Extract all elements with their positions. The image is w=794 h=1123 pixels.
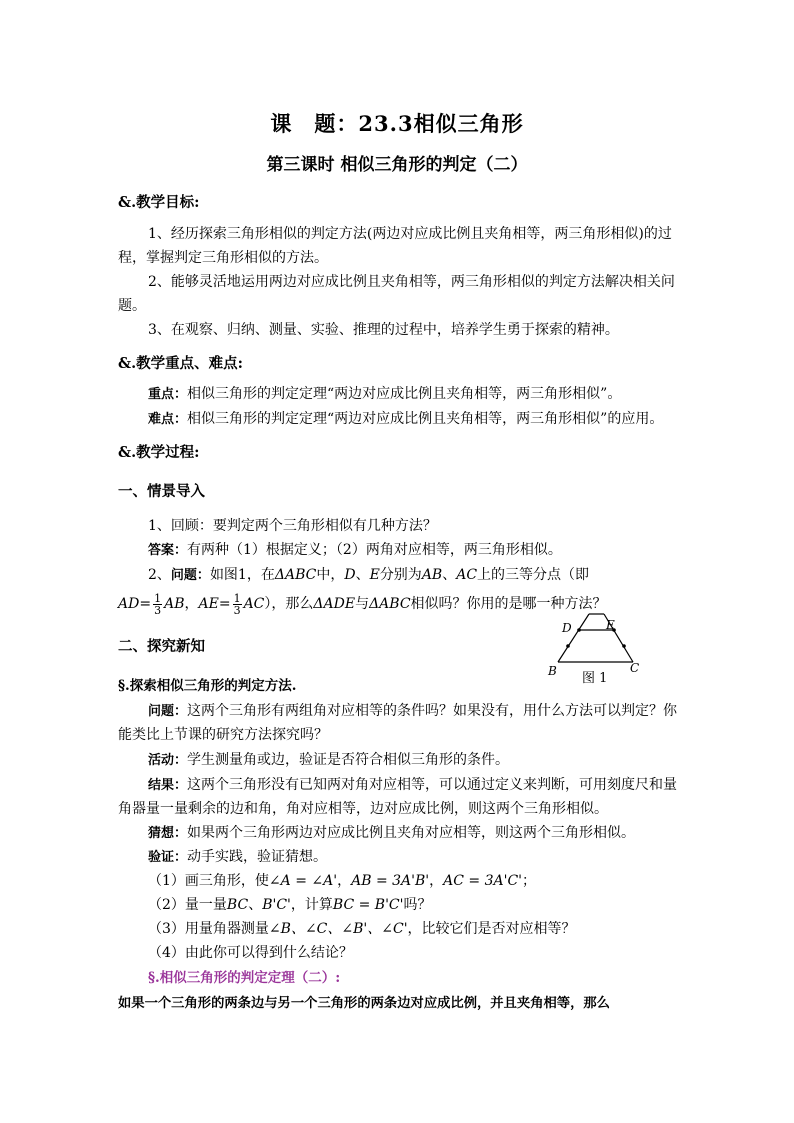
goal-2-line-b: 题。	[118, 298, 146, 314]
eq2-sign: =	[218, 596, 231, 612]
q2-text-d: 上的三等分点（即	[477, 567, 590, 583]
goal-3-line: 3、在观察、归纳、测量、实验、推理的过程中，培养学生勇于探索的精神。	[148, 322, 619, 338]
guess-line	[148, 823, 678, 844]
step-2-sep: 、	[248, 897, 263, 913]
result-line-a	[148, 775, 678, 796]
verify-line	[148, 847, 678, 868]
eq1-sign: =	[139, 596, 152, 612]
activity-line	[148, 750, 678, 771]
activity-label: 活动：	[148, 753, 188, 768]
result-label: 结果：	[148, 778, 188, 793]
step-2-math-3: BC = B'C'	[332, 897, 404, 913]
explore-heading: §.探索相似三角形的判定方法.	[118, 678, 297, 694]
step-1-math-3: AC = 3A'C'	[443, 873, 523, 889]
fraction-denominator: 3	[154, 603, 162, 617]
step-3-math: ∠B、∠C、∠B'、∠C'	[268, 921, 408, 937]
step-2-end: 吗？	[403, 897, 432, 913]
step-2	[148, 895, 678, 915]
step-2-math-2: B'C'	[262, 897, 291, 913]
figure-label-b: B	[548, 664, 557, 678]
goal-2-line-a: 2、能够灵活地运用两边对应成比例且夹角相等，两三角形相似的判定方法解决相关问	[148, 274, 675, 290]
step-3-text: （3）用量角器测量	[148, 921, 269, 937]
answer-label: 答案：	[148, 543, 188, 558]
goals-heading: &.教学目标:	[118, 194, 200, 211]
step-1-math-2: AB = 3A'B'	[351, 873, 430, 889]
step-1-math-1: ∠A = ∠A'	[268, 873, 338, 889]
fraction-one-third	[153, 593, 162, 616]
step-2-math-1: BC	[226, 897, 249, 913]
process-heading: &.教学过程:	[118, 444, 200, 461]
step-1-text: （1）画三角形，使	[148, 873, 269, 889]
guess-text: 如果两个三角形两边对应成比例且夹角对应相等，则这两个三角形相似。	[187, 825, 636, 841]
q2-point-d: D	[344, 567, 356, 583]
figure-point-c-mid	[622, 644, 626, 648]
problem-line-a	[148, 701, 678, 722]
step-1-sep-2: ，	[429, 873, 444, 889]
theorem-text: 如果一个三角形的两条边与另一个三角形的两条边对应成比例，并且夹角相等，那么	[118, 996, 610, 1011]
review-answer	[148, 540, 678, 561]
fraction-one-third-2	[233, 593, 242, 616]
difficult-point-text: 相似三角形的判定定理“两边对应成比例且夹角相等，两三角形相似”的应用。	[187, 411, 664, 427]
key-point	[148, 384, 678, 405]
page-title: 课 题：23.3相似三角形	[270, 111, 524, 136]
theorem-heading: §.相似三角形的判定定理（二）:	[148, 970, 341, 986]
eq1-rhs: AB	[164, 596, 185, 612]
activity-text: 学生测量角或边，验证是否符合相似三角形的条件。	[187, 752, 510, 768]
focus-heading: &.教学重点、难点:	[118, 355, 243, 372]
q2-triangle-abc-2: ΔABC	[369, 596, 411, 612]
figure-point-b-mid	[566, 644, 570, 648]
verify-label: 验证：	[148, 850, 188, 865]
difficult-point-label: 难点：	[148, 412, 188, 427]
step-1-end: ；	[522, 873, 537, 889]
figure-label-c: C	[630, 661, 640, 675]
key-point-label: 重点：	[148, 387, 188, 402]
q2-point-e: E	[369, 567, 380, 583]
step-3-text-b: ，比较它们是否对应相等？	[407, 921, 576, 937]
section-1-heading: 一、情景导入	[118, 483, 205, 500]
q2-label: 问题：	[170, 568, 210, 583]
guess-label: 猜想：	[148, 826, 188, 841]
figure-label-e: E	[606, 618, 615, 632]
verify-text: 动手实践，验证猜想。	[187, 849, 328, 865]
eq-comma: ，	[184, 596, 199, 612]
fraction-2-numerator: 1	[233, 591, 241, 605]
eq1-lhs: AD	[118, 596, 140, 612]
figure-caption: 图 1	[582, 671, 608, 686]
fraction-2-denominator: 3	[233, 603, 241, 617]
page-subtitle: 第三课时 相似三角形的判定（二）	[266, 155, 528, 175]
q2-text-g: 相似吗？你用的是哪一种方法？	[410, 596, 607, 612]
q2-triangle-abc: ΔABC	[274, 567, 317, 583]
eq2-lhs: AE	[198, 596, 219, 612]
q2-prefix: 2、	[148, 567, 171, 583]
q2-triangle-ade: ΔADE	[313, 596, 356, 612]
goal-1-line-a: 1、经历探索三角形相似的判定方法(两边对应成比例且夹角相等，两三角形相似)的过	[148, 226, 672, 242]
result-line-b: 角器量一量剩余的边和角，角对应相等，边对应成比例，则这两个三角形相似。	[118, 801, 608, 817]
key-point-text: 相似三角形的判定定理“两边对应成比例且夹角相等，两三角形相似”。	[187, 386, 622, 402]
q2-side-ac: AC	[456, 567, 478, 583]
problem-text-a: 这两个三角形有两组角对应相等的条件吗？如果没有，用什么方法可以判定？你	[187, 703, 678, 719]
review-question: 1、回顾：要判定两个三角形相似有几种方法？	[148, 518, 437, 534]
problem-line-b: 能类比上节课的研究方法探究吗？	[118, 727, 328, 743]
q2-text-a: 如图1，在	[209, 567, 275, 583]
step-2-text: （2）量一量	[148, 897, 227, 913]
q2-sep-1: 、	[355, 567, 370, 583]
q2-sep-2: 、	[442, 567, 457, 583]
q2-side-ab: AB	[421, 567, 443, 583]
q2-text-c: 分别为	[379, 567, 422, 583]
result-text-a: 这两个三角形没有已知两对角对应相等，可以通过定义来判断，可用刻度尺和量	[187, 777, 678, 793]
eq2-rhs: AC	[243, 596, 265, 612]
figure-label-d: D	[562, 621, 572, 635]
q2-text-f: 与	[355, 596, 370, 612]
step-3	[148, 919, 678, 939]
step-1	[148, 871, 678, 891]
step-1-sep-1: ，	[337, 873, 352, 889]
q2-text-e: ），那么	[264, 596, 314, 612]
step-4: （4）由此你可以得到什么结论？	[148, 945, 353, 961]
fraction-numerator: 1	[154, 591, 162, 605]
figure-point-d	[577, 628, 581, 632]
q2-text-b: 中，	[316, 567, 345, 583]
goal-1-line-b: 程，掌握判定三角形相似的方法。	[118, 250, 328, 266]
section-2-heading: 二、探究新知	[118, 638, 205, 655]
question-2-line-a	[148, 565, 678, 586]
answer-text: 有两种（1）根据定义；（2）两角对应相等，两三角形相似。	[187, 542, 562, 558]
problem-label: 问题：	[148, 704, 188, 719]
step-2-text-b: ，计算	[290, 897, 333, 913]
difficult-point	[148, 409, 678, 430]
